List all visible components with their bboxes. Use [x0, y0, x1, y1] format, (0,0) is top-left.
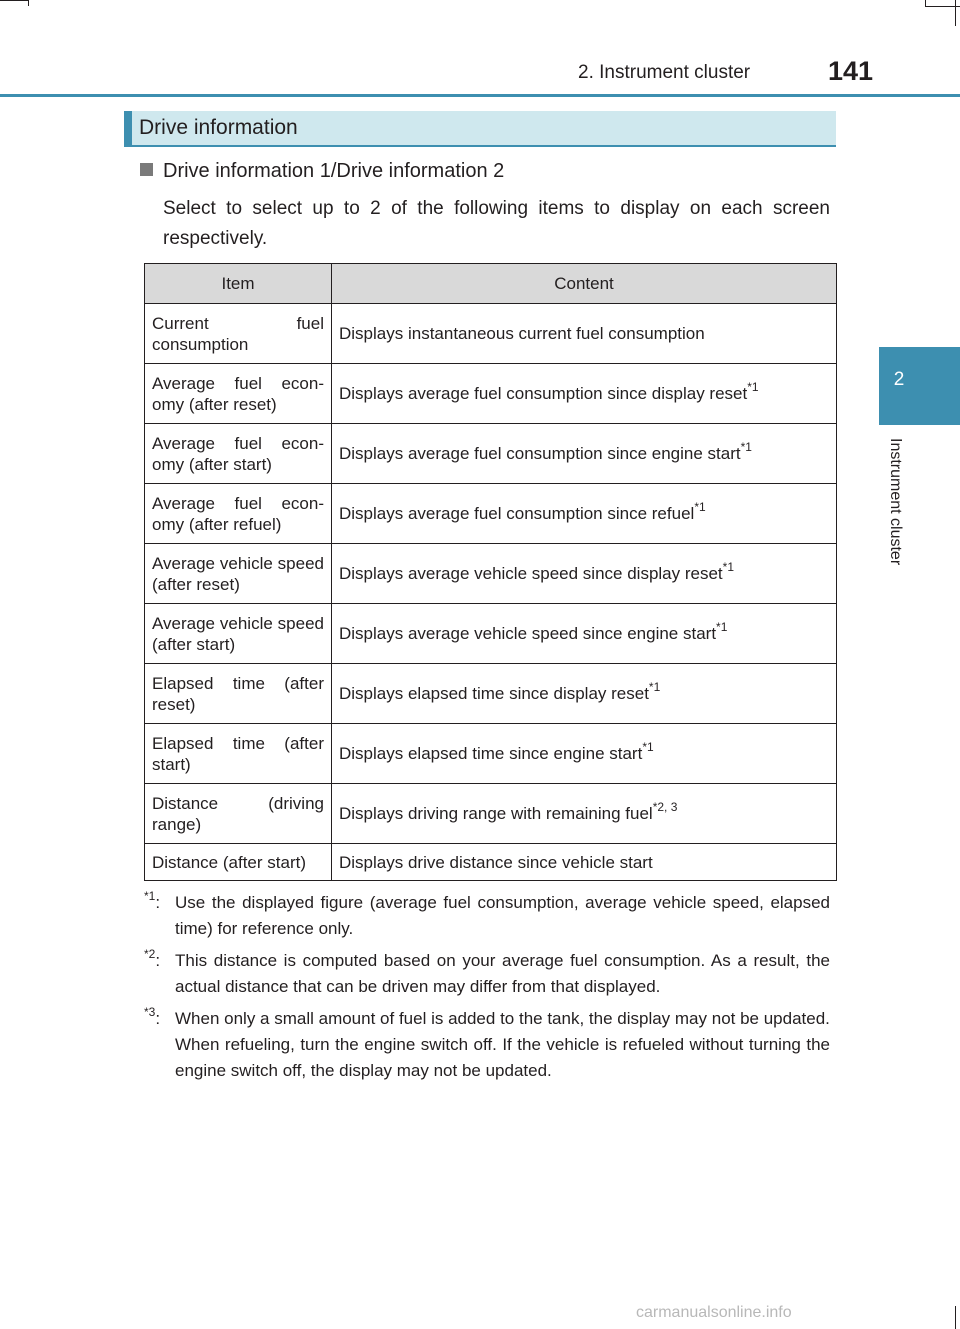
crop-mark: [955, 1306, 956, 1329]
content-cell: [332, 304, 837, 364]
table-row: [145, 844, 837, 881]
page-number: 141: [828, 56, 874, 86]
footnote-ref: *1: [648, 680, 661, 694]
table-row: [145, 724, 837, 784]
table-row: [145, 604, 837, 664]
content-text: Displays average vehicle speed since engine start: [339, 624, 717, 643]
table-row: [145, 424, 837, 484]
section-header: [124, 111, 836, 147]
content-cell: [332, 424, 837, 484]
footnote-ref: *1: [716, 620, 728, 634]
table-row: [145, 664, 837, 724]
content-text: Displays elapsed time since display reset: [339, 684, 649, 703]
column-header-content: Content: [332, 264, 837, 304]
section-title: Drive information: [139, 116, 298, 139]
footnote-text: When only a small amount of fuel is added to the tank, the display may not be updated.: [175, 1009, 830, 1028]
footnote-mark: $^{*2}$:: [144, 947, 161, 970]
table-header-row: [145, 264, 837, 304]
crop-mark: [955, 0, 956, 26]
content-cell: [332, 364, 837, 424]
crop-mark: [28, 0, 29, 6]
footnote-ref: *1: [722, 560, 734, 574]
content-text: Displays average vehicle speed since display reset: [339, 564, 723, 583]
item-cell: Elapsed time (after start): [145, 724, 332, 784]
content-cell: [332, 544, 837, 604]
column-header-item: Item: [145, 264, 332, 304]
footnote-text-continued: When refueling, turn the engine switch off. If the vehicle is refueled without turning the engine switch off, the display may not be updated.: [175, 1035, 830, 1080]
content-cell: [332, 604, 837, 664]
chapter-tab-label: Instrument cluster: [887, 438, 904, 566]
item-cell: Distance (driving range): [145, 784, 332, 844]
footnote-ref: *1: [740, 440, 752, 454]
crop-mark: [0, 0, 28, 1]
item-cell: Average fuel econ-omy (after start): [145, 424, 332, 484]
content-text: Displays average fuel consumption since refuel: [339, 504, 695, 523]
content-cell: [332, 724, 837, 784]
item-cell: Elapsed time (after reset): [145, 664, 332, 724]
subsection-title: Drive information 1/Drive information 2: [163, 160, 505, 182]
content-text: Displays driving range with remaining fuel: [339, 804, 653, 823]
footnotes: [144, 890, 830, 1090]
footnote-ref: *1: [747, 380, 759, 394]
footnote: [144, 1006, 830, 1084]
content-cell: [332, 784, 837, 844]
table-row: [145, 544, 837, 604]
bullet-square-icon: [140, 163, 153, 176]
item-cell: Average fuel econ-omy (after reset): [145, 364, 332, 424]
table-row: [145, 364, 837, 424]
drive-info-table: [144, 263, 837, 881]
header-rule: [0, 94, 960, 97]
footnote: [144, 948, 830, 1000]
footnote: [144, 890, 830, 942]
item-cell: Current fuel consumption: [145, 304, 332, 364]
content-text: Displays instantaneous current fuel consumption: [339, 324, 705, 343]
content-cell: [332, 484, 837, 544]
section-accent: [124, 111, 132, 145]
footnote-text: This distance is computed based on your average fuel consumption. As a result, the actual distance that can be driven may differ from that displayed.: [175, 951, 830, 996]
footnote-ref: *1: [694, 500, 706, 514]
subsection-heading: [140, 160, 504, 183]
content-text: Displays average fuel consumption since engine start: [339, 444, 741, 463]
table-row: [145, 304, 837, 364]
chapter-tab: [879, 347, 960, 425]
content-cell: [332, 844, 837, 881]
item-cell: Average vehicle speed (after start): [145, 604, 332, 664]
content-cell: [332, 664, 837, 724]
content-text: Displays average fuel consumption since display reset: [339, 384, 748, 403]
item-cell: Average fuel econ-omy (after refuel): [145, 484, 332, 544]
content-text: Displays drive distance since vehicle start: [339, 852, 653, 872]
footnote-mark: $^{*3}$:: [144, 1005, 161, 1028]
table-row: [145, 484, 837, 544]
item-cell: Distance (after start): [145, 844, 332, 881]
intro-paragraph: Select to select up to 2 of the following items to display on each screen respectively.: [163, 198, 830, 249]
footnote-text: Use the displayed figure (average fuel consumption, average vehicle speed, elapsed time) for reference only.: [175, 893, 830, 938]
content-text: Displays elapsed time since engine start: [339, 744, 643, 763]
footnote-ref: *1: [642, 740, 654, 754]
footnote-ref: *2, 3: [652, 800, 678, 814]
chapter-tab-number: 2: [893, 369, 905, 390]
item-cell: Average vehicle speed (after reset): [145, 544, 332, 604]
watermark: carmanualsonline.info: [636, 1304, 792, 1321]
footnote-mark: $^{*1}$:: [144, 889, 161, 912]
table-row: [145, 784, 837, 844]
chapter-title: 2. Instrument cluster: [578, 62, 751, 83]
